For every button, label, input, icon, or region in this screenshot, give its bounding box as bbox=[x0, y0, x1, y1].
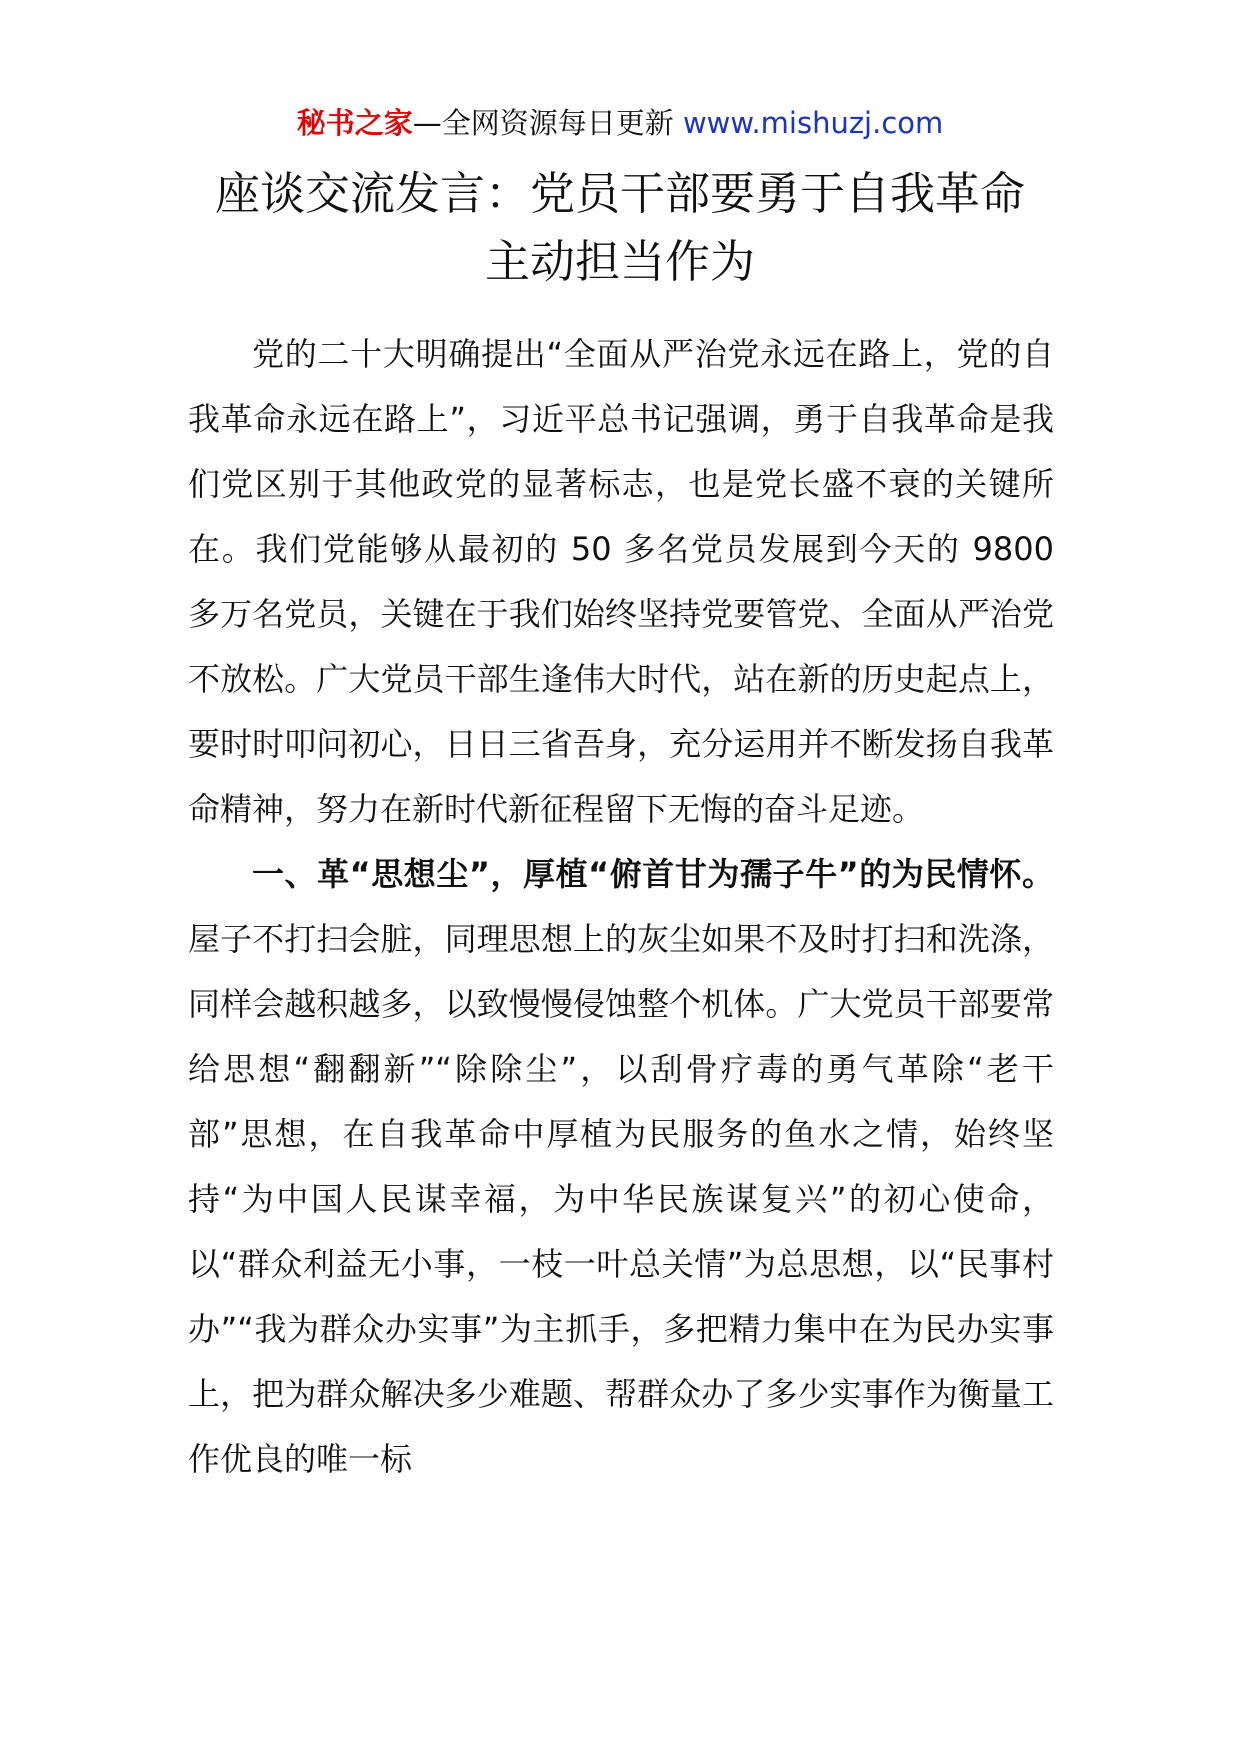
title-line-2: 主动担当作为 bbox=[484, 235, 755, 288]
body-paragraph-section-one bbox=[188, 842, 1054, 1492]
body-paragraph-intro: 党的二十大明确提出“全面从严治党永远在路上，党的自我革命永远在路上”，习近平总书记强调，勇于自我革命是我们党区别于其他政党的显著标志，也是党长盛不衰的关键所在。我们党能够从最初的 50 多名党员发展到今天的 9800 多万名党员，关键在于我们始终坚持党要管党、全面从严治党不放松。广大党员干部生逢伟大时代，站在新的历史起点上，要时时叩问初心，日日三省吾身，充分运用并不断发扬自我革命精神，努力在新时代新征程留下无悔的奋斗足迹。 bbox=[188, 335, 1054, 828]
site-url-link[interactable]: www.mishuzj.com bbox=[682, 106, 944, 140]
site-header bbox=[0, 103, 1240, 143]
title-line-1: 座谈交流发言：党员干部要勇于自我革命 bbox=[214, 167, 1025, 220]
document-title bbox=[150, 160, 1090, 296]
site-name: 秘书之家 bbox=[296, 106, 413, 140]
document-body bbox=[188, 322, 1054, 1492]
section-heading: 一、革“思想尘”，厚植“俯首甘为孺子牛”的为民情怀。 bbox=[252, 855, 1054, 893]
site-tagline: —全网资源每日更新 bbox=[412, 106, 683, 140]
section-body-text: 屋子不打扫会脏，同理思想上的灰尘如果不及时打扫和洗涤，同样会越积越多，以致慢慢侵蚀整个机体。广大党员干部要常给思想“翻翻新”“除除尘”，以刮骨疗毒的勇气革除“老干部”思想，在自我革命中厚植为民服务的鱼水之情，始终坚持“为中国人民谋幸福，为中华民族谋复兴”的初心使命，以“群众利益无小事，一枝一叶总关情”为总思想，以“民事村办”“我为群众办实事”为主抓手，多把精力集中在为民办实事上，把为群众解决多少难题、帮群众办了多少实事作为衡量工作优良的唯一标 bbox=[188, 920, 1054, 1478]
